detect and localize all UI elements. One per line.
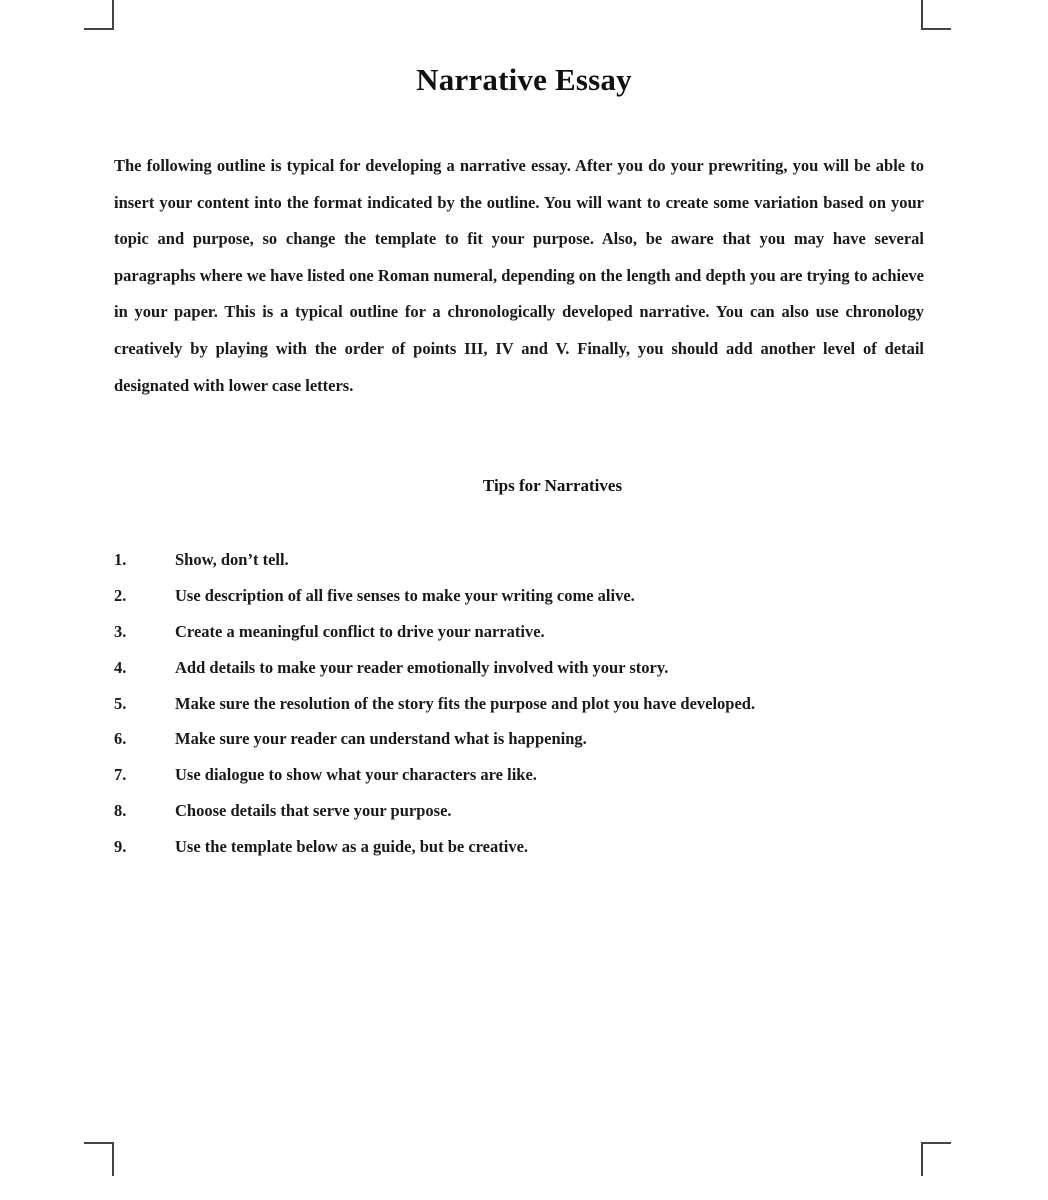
- crop-mark-bottom-left: [84, 1142, 114, 1176]
- list-item-number: 3.: [114, 621, 127, 641]
- list-item-number: 8.: [114, 801, 127, 821]
- list-item-text: Make sure your reader can understand what is happening.: [175, 729, 587, 749]
- list-item-text: Create a meaningful conflict to drive your narrative.: [175, 621, 545, 641]
- crop-mark-bottom-right: [921, 1142, 951, 1176]
- list-item-number: 2.: [114, 585, 127, 605]
- list-item: [114, 797, 924, 833]
- list-item-text: Show, don’t tell.: [175, 550, 289, 569]
- list-item-text: Use the template below as a guide, but be creative.: [175, 837, 529, 857]
- list-item: [114, 690, 924, 726]
- list-item-text: Use description of all five senses to make your writing come alive.: [175, 585, 635, 605]
- list-item-number: 5.: [114, 693, 127, 713]
- list-item-text: Add details to make your reader emotionally involved with your story.: [175, 657, 669, 677]
- list-item-number: 9.: [114, 837, 127, 857]
- tips-list: [114, 546, 924, 869]
- page-title: Narrative Essay: [416, 62, 632, 97]
- list-item-text: Make sure the resolution of the story fits the purpose and plot you have developed.: [175, 693, 756, 713]
- list-item-text: Use dialogue to show what your characters are like.: [175, 765, 537, 785]
- crop-mark-top-left: [84, 0, 114, 30]
- list-item: [114, 546, 924, 582]
- list-item-text: Choose details that serve your purpose.: [175, 801, 452, 821]
- list-item: [114, 654, 924, 690]
- list-item: [114, 582, 924, 618]
- list-item: [114, 833, 924, 869]
- list-item-number: 6.: [114, 729, 127, 749]
- list-item-number: 1.: [114, 550, 127, 569]
- list-item: [114, 618, 924, 654]
- crop-mark-top-right: [921, 0, 951, 30]
- intro-paragraph: The following outline is typical for developing a narrative essay. After you do your prewriting, you will be able to insert your content into the format indicated by the outline. You will want to create some variation based on your topic and purpose, so change the template to fit your purpose. Also, be aware that you may have several paragraphs where we have listed one Roman numeral, depending on the length and depth you are trying to achieve in your paper. This is a typical outline for a chronologically developed narrative. You can also use chronology creatively by playing with the order of points III, IV and V. Finally, you should add another level of detail designated with lower case letters.: [114, 156, 924, 395]
- tips-heading: Tips for Narratives: [482, 476, 623, 495]
- list-item: [114, 761, 924, 797]
- list-item-number: 4.: [114, 657, 127, 677]
- list-item-number: 7.: [114, 765, 127, 785]
- list-item: [114, 725, 924, 761]
